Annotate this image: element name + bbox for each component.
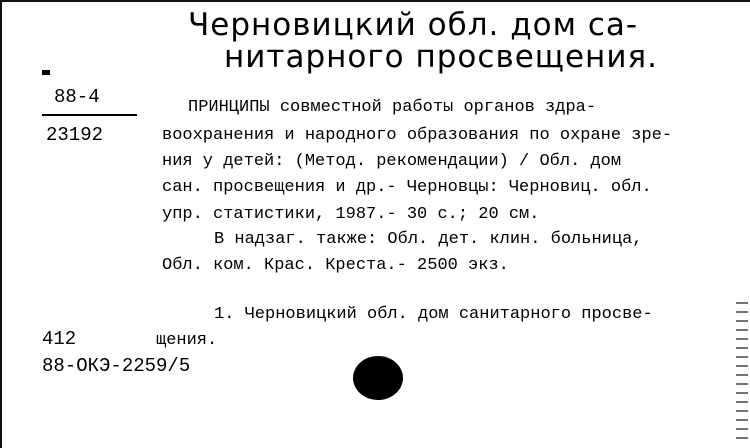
description-line: ния у детей: (Метод. рекомендации) / Обл. дом bbox=[162, 152, 622, 171]
card-code: 88-ОКЭ-2259/5 bbox=[42, 355, 191, 377]
description-line: упр. статистики, 1987.- 30 с.; 20 см. bbox=[162, 205, 540, 224]
handwritten-heading-line-1: Черновицкий обл. дом са- bbox=[188, 7, 639, 43]
card-edge-scan-noise bbox=[736, 302, 748, 442]
subject-heading-line: 1. Черновицкий обл. дом санитарного просве- bbox=[214, 305, 653, 324]
punch-hole bbox=[353, 356, 403, 400]
shelf-number-top: 88-4 bbox=[54, 86, 100, 108]
shelf-divider bbox=[42, 114, 137, 116]
note-line: В надзаг. также: Обл. дет. клин. больница, bbox=[214, 230, 643, 249]
description-line: сан. просвещения и др.- Черновцы: Черновиц. обл. bbox=[162, 178, 652, 197]
note-line: Обл. ком. Крас. Креста.- 2500 экз. bbox=[162, 256, 509, 275]
description-line: воохранения и народного образования по охране зре- bbox=[162, 126, 673, 145]
handwritten-heading-line-2: нитарного просвещения. bbox=[224, 39, 658, 75]
subject-heading-line: щения. bbox=[156, 331, 218, 350]
description-line: ПРИНЦИПЫ совместной работы органов здра- bbox=[188, 98, 597, 117]
shelf-number-bottom: 23192 bbox=[46, 124, 104, 146]
classification-code: 412 bbox=[42, 328, 77, 350]
corner-mark bbox=[42, 70, 50, 75]
